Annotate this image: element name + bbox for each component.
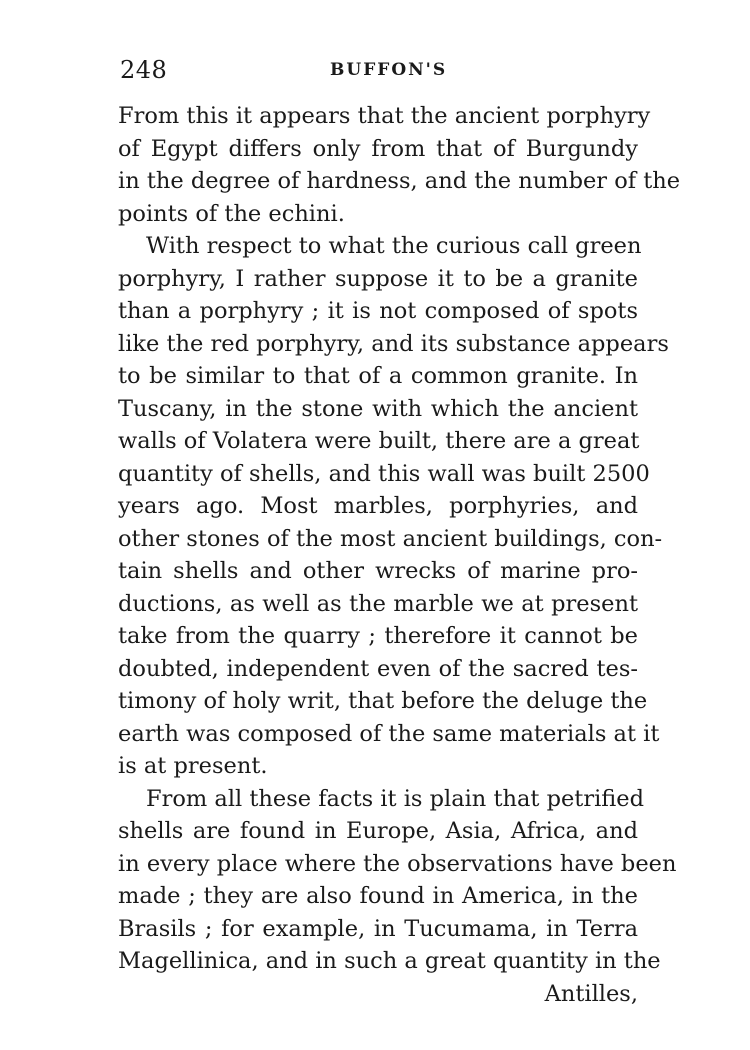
text-line: points of the echini. bbox=[118, 200, 345, 227]
text-line: doubted, independent even of the sacred tes- bbox=[118, 655, 638, 682]
text-line: With respect to what the curious call green bbox=[146, 233, 642, 259]
text-line: walls of Volatera were built, there are a great bbox=[118, 428, 640, 454]
text-line: shells are found in Europe, Asia, Africa, and bbox=[118, 818, 638, 844]
text-line: Brasils ; for example, in Tucumama, in Terra bbox=[118, 915, 638, 942]
text-line: of Egypt differs only from that of Burgundy bbox=[118, 135, 638, 162]
page-number: 248 bbox=[120, 56, 168, 84]
text-line: Tuscany, in the stone with which the ancient bbox=[118, 395, 638, 422]
text-line: is at present. bbox=[118, 753, 268, 779]
running-title: BUFFON'S bbox=[330, 60, 448, 80]
text-line: in every place where the observations have been bbox=[118, 850, 677, 877]
catchword: Antilles, bbox=[544, 980, 638, 1007]
text-line: From all these facts it is plain that petrified bbox=[146, 785, 645, 812]
text-line: like the red porphyry, and its substance appears bbox=[118, 330, 669, 357]
text-line: timony of holy writ, that before the deluge the bbox=[118, 688, 648, 714]
text-line: to be similar to that of a common granite. In bbox=[118, 363, 638, 389]
text-line: ductions, as well as the marble we at present bbox=[118, 590, 638, 617]
body-text bbox=[118, 100, 681, 1010]
text-line: take from the quarry ; therefore it cannot be bbox=[118, 623, 638, 649]
text-line: years ago. Most marbles, porphyries, and bbox=[118, 493, 638, 519]
paragraph-2 bbox=[118, 230, 669, 783]
text-line: in the degree of hardness, and the number of the bbox=[118, 168, 681, 194]
text-line: quantity of shells, and this wall was built 2500 bbox=[118, 460, 650, 487]
paragraph-1 bbox=[118, 100, 681, 230]
text-line: earth was composed of the same materials at it bbox=[118, 720, 660, 747]
text-line: than a porphyry ; it is not composed of spots bbox=[118, 298, 638, 324]
text-line: tain shells and other wrecks of marine pro- bbox=[118, 558, 638, 584]
text-line: porphyry, I rather suppose it to be a granite bbox=[118, 265, 638, 292]
paragraph-3 bbox=[118, 783, 677, 978]
running-head bbox=[120, 56, 632, 90]
text-line: Magellinica, and in such a great quantity in the bbox=[118, 948, 661, 974]
text-line: From this it appears that the ancient porphyry bbox=[118, 103, 651, 129]
text-line: made ; they are also found in America, in the bbox=[118, 883, 638, 909]
text-line: other stones of the most ancient buildings, con- bbox=[118, 525, 663, 552]
